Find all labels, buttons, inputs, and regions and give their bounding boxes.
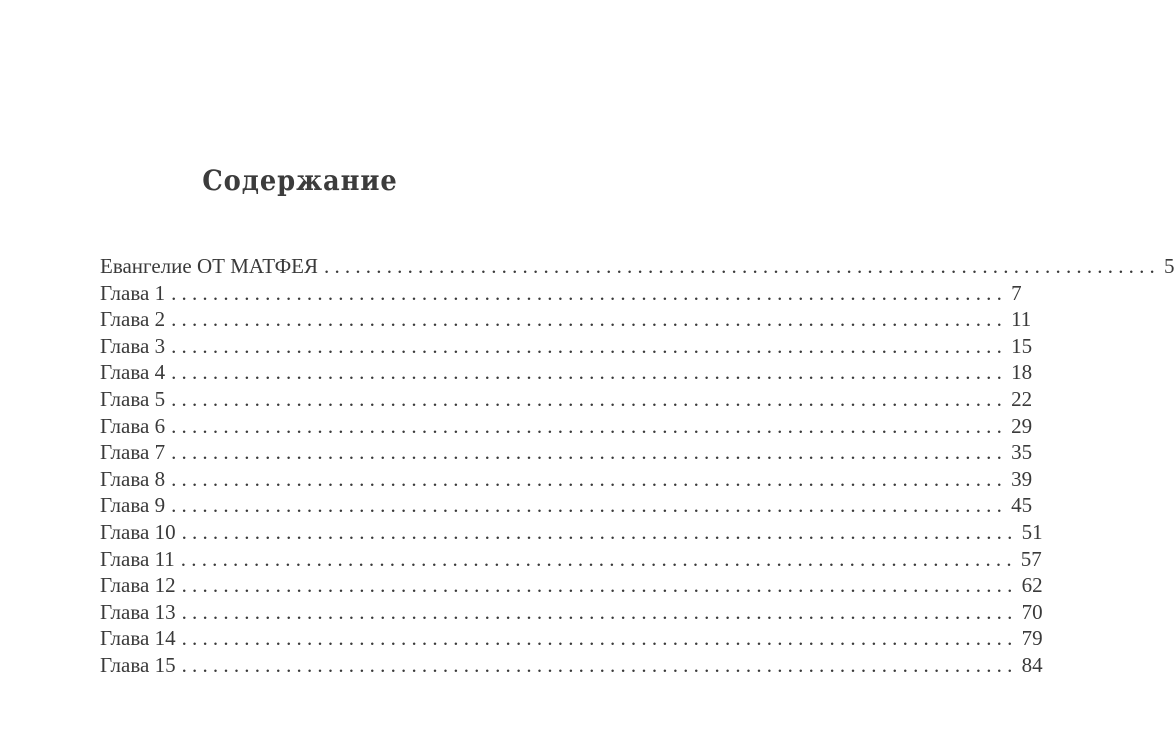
toc-entry-page: 22 [1011, 386, 1033, 411]
toc-entry-page: 45 [1011, 493, 1033, 518]
toc-entry-label: Глава 2 [100, 307, 166, 332]
toc-entry[interactable] [100, 254, 1175, 281]
toc-entry-page: 35 [1011, 440, 1033, 465]
toc-entry[interactable] [100, 440, 1033, 467]
toc-entry-page: 5 [1164, 254, 1175, 278]
toc-entry-page: 70 [1021, 599, 1043, 624]
toc-entry-label: Глава 11 [100, 546, 175, 571]
toc-entry-page: 29 [1011, 413, 1033, 438]
toc-leader-dots: ................................................................................ [171, 466, 1008, 491]
toc-entry-page: 79 [1021, 626, 1043, 651]
toc-entry-label: Глава 3 [100, 333, 166, 358]
table-of-contents [100, 254, 1175, 680]
toc-leader-dots: ................................................................................ [171, 333, 1008, 358]
toc-leader-dots: ................................................................................ [181, 599, 1018, 624]
toc-entry[interactable] [100, 466, 1033, 494]
toc-entry-label: Глава 14 [100, 626, 176, 651]
toc-entry-page: 51 [1021, 519, 1043, 544]
toc-entry-label: Глава 7 [100, 440, 166, 465]
toc-entry-label: Глава 13 [100, 599, 176, 624]
toc-entry[interactable] [100, 360, 1033, 387]
toc-leader-dots: ................................................................................ [171, 360, 1008, 385]
toc-entry-label: Глава 9 [100, 493, 166, 518]
toc-entry-label: Глава 8 [100, 466, 166, 491]
toc-entry-page: 15 [1011, 333, 1033, 358]
toc-leader-dots: ................................................................................ [181, 626, 1018, 651]
toc-entry[interactable] [100, 307, 1032, 334]
toc-entry[interactable] [100, 573, 1043, 600]
toc-entry[interactable] [100, 599, 1043, 627]
toc-entry-page: 39 [1011, 466, 1033, 491]
toc-entry-page: 57 [1020, 546, 1042, 571]
toc-leader-dots: ................................................................................ [171, 493, 1008, 518]
toc-entry-label: Глава 12 [100, 573, 176, 598]
toc-entry[interactable] [100, 413, 1033, 441]
toc-leader-dots: ................................................................................ [181, 573, 1018, 598]
toc-entry-page: 84 [1021, 652, 1043, 677]
toc-leader-dots: ................................................................................ [180, 546, 1017, 571]
toc-entry[interactable] [100, 546, 1042, 574]
toc-leader-dots: ................................................................................ [181, 652, 1018, 677]
toc-leader-dots: ................................................................................ [171, 386, 1008, 411]
toc-leader-dots: ................................................................................ [171, 440, 1008, 465]
toc-entry[interactable] [100, 280, 1022, 308]
toc-leader-dots: ................................................................................ [171, 413, 1008, 438]
toc-entry-page: 7 [1011, 280, 1022, 305]
toc-leader-dots: ................................................................................ [171, 280, 1008, 305]
toc-entry[interactable] [100, 386, 1033, 414]
toc-entry-label: Евангелие ОТ МАТФЕЯ [100, 254, 318, 278]
page-title: Содержание [202, 164, 398, 197]
toc-entry-page: 11 [1011, 307, 1032, 332]
toc-entry-label: Глава 4 [100, 360, 166, 385]
toc-entry[interactable] [100, 493, 1033, 520]
toc-leader-dots: ................................................................................ [171, 307, 1008, 332]
toc-entry-label: Глава 6 [100, 413, 166, 438]
toc-entry-label: Глава 1 [100, 280, 166, 305]
toc-entry-label: Глава 15 [100, 652, 176, 677]
toc-entry[interactable] [100, 333, 1033, 361]
toc-leader-dots: ................................................................................ [324, 254, 1160, 278]
toc-entry-page: 62 [1021, 573, 1043, 598]
toc-entry-page: 18 [1011, 360, 1033, 385]
toc-leader-dots: ................................................................................ [181, 519, 1018, 544]
toc-entry[interactable] [100, 519, 1043, 547]
toc-entry-label: Глава 10 [100, 519, 176, 544]
toc-entry-label: Глава 5 [100, 386, 166, 411]
toc-entry[interactable] [100, 626, 1043, 653]
toc-entry[interactable] [100, 652, 1043, 680]
